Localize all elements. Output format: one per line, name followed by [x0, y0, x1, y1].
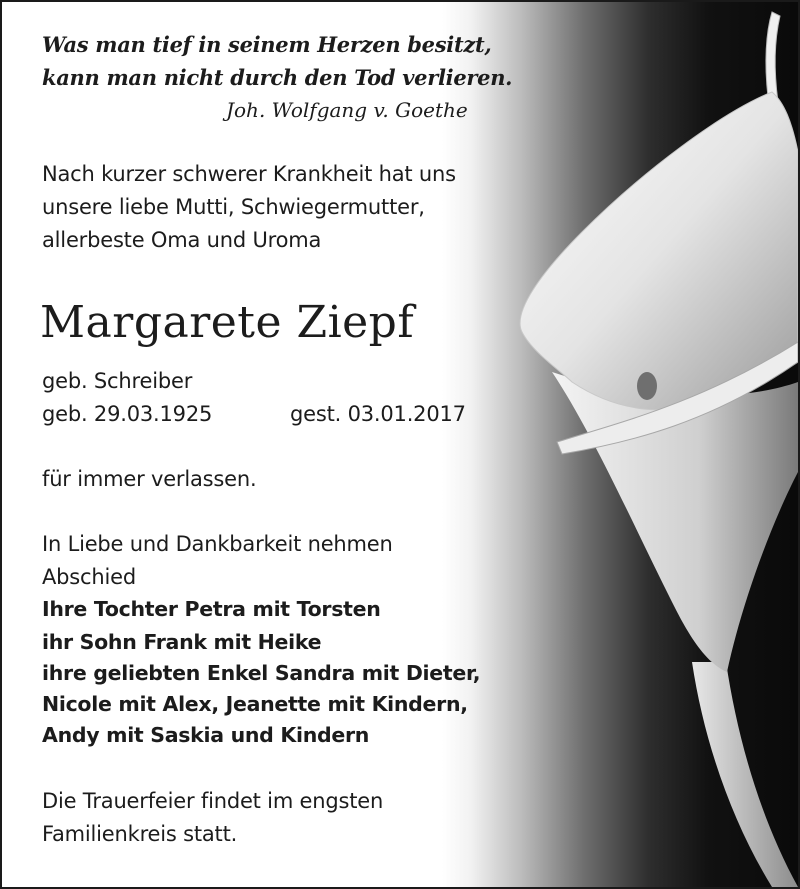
family-line-2: ihr Sohn Frank mit Heike [42, 630, 322, 654]
farewell-line-2: Abschied [42, 565, 136, 589]
farewell-line-1: In Liebe und Dankbarkeit nehmen [42, 532, 393, 556]
deceased-name: Margarete Ziepf [40, 297, 415, 348]
quote-line-1: Was man tief in seinem Herzen besitzt, [42, 32, 492, 57]
intro-line-3: allerbeste Oma und Uroma [42, 228, 322, 252]
funeral-line-2: Familienkreis statt. [42, 822, 238, 846]
family-line-1: Ihre Tochter Petra mit Torsten [42, 597, 381, 621]
intro-line-1: Nach kurzer schwerer Krankheit hat uns [42, 162, 456, 186]
calla-lily-image [442, 2, 798, 887]
funeral-line-1: Die Trauerfeier findet im engsten [42, 789, 384, 813]
family-line-4: Nicole mit Alex, Jeanette mit Kindern, [42, 692, 468, 716]
family-line-3: ihre geliebten Enkel Sandra mit Dieter, [42, 661, 481, 685]
family-line-5: Andy mit Saskia und Kindern [42, 723, 370, 747]
calla-lily-icon [442, 2, 798, 887]
intro-line-2: unsere liebe Mutti, Schwiegermutter, [42, 195, 425, 219]
quote-line-2: kann man nicht durch den Tod verlieren. [42, 65, 513, 90]
maiden-name: geb. Schreiber [42, 369, 193, 393]
left-text: für immer verlassen. [42, 467, 257, 491]
death-date: gest. 03.01.2017 [290, 402, 466, 426]
quote-author: Joh. Wolfgang v. Goethe [226, 98, 468, 122]
birth-date: geb. 29.03.1925 [42, 402, 213, 426]
